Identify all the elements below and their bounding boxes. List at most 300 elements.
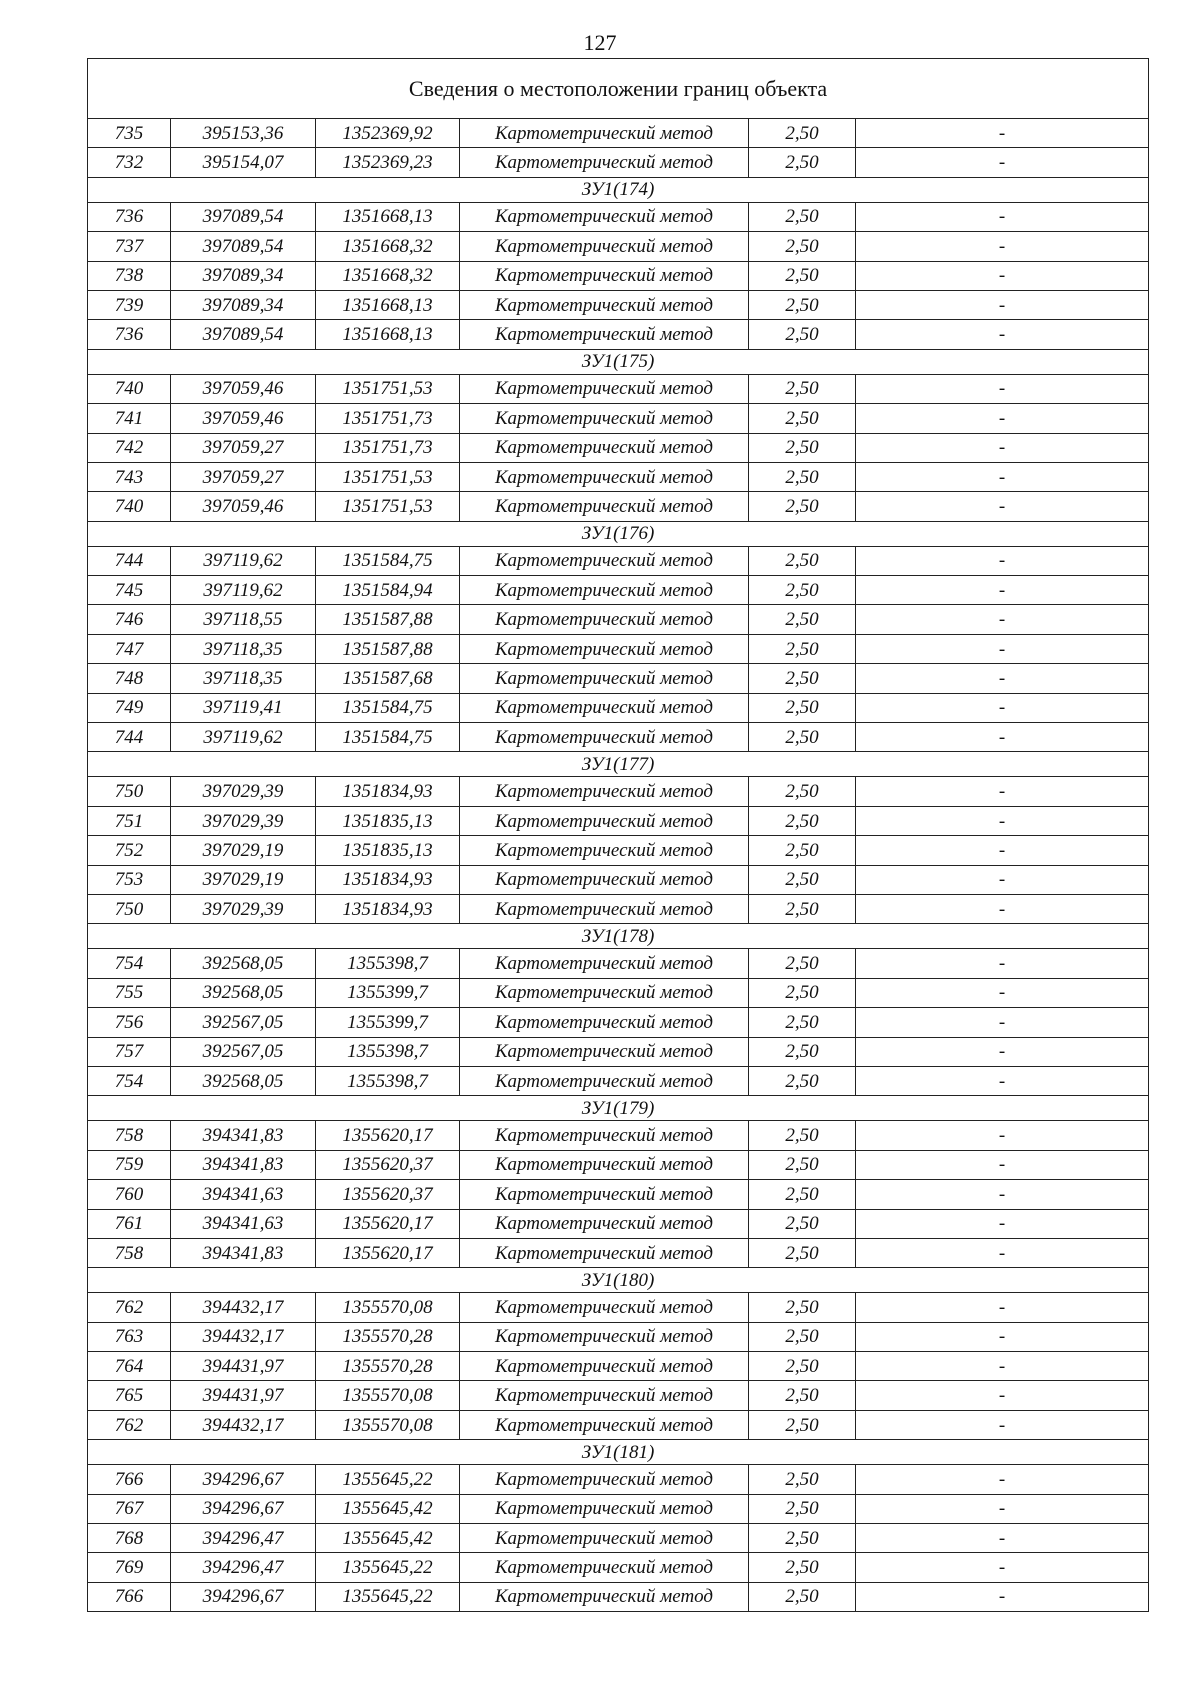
method-cell: Картометрический метод [460,1553,749,1582]
method-cell: Картометрический метод [460,1180,749,1209]
note-cell: - [856,232,1149,261]
point-number-cell: 767 [88,1494,171,1523]
coordinate-y-cell: 1351834,93 [316,777,460,806]
method-cell: Картометрический метод [460,1381,749,1410]
coordinate-y-cell: 1351751,53 [316,492,460,521]
accuracy-cell: 2,50 [749,1150,856,1179]
section-label: ЗУ1(177) [88,752,1149,777]
accuracy-cell: 2,50 [749,1381,856,1410]
accuracy-cell: 2,50 [749,1352,856,1381]
method-cell: Картометрический метод [460,1465,749,1494]
note-cell: - [856,664,1149,693]
section-header-row [88,521,1149,546]
table-row [88,836,1149,865]
method-cell: Картометрический метод [460,693,749,722]
coordinate-y-cell: 1355399,7 [316,1008,460,1037]
note-cell: - [856,806,1149,835]
note-cell: - [856,605,1149,634]
point-number-cell: 750 [88,894,171,923]
coordinate-x-cell: 397089,54 [171,232,316,261]
note-cell: - [856,576,1149,605]
note-cell: - [856,836,1149,865]
section-label: ЗУ1(179) [88,1096,1149,1121]
coordinate-y-cell: 1351668,13 [316,290,460,319]
point-number-cell: 735 [88,119,171,148]
point-number-cell: 743 [88,462,171,491]
coordinate-x-cell: 394431,97 [171,1352,316,1381]
accuracy-cell: 2,50 [749,1582,856,1611]
method-cell: Картометрический метод [460,232,749,261]
method-cell: Картометрический метод [460,1209,749,1238]
method-cell: Картометрический метод [460,836,749,865]
point-number-cell: 732 [88,148,171,177]
boundary-coordinates-table [87,58,1149,1612]
coordinate-y-cell: 1351751,73 [316,433,460,462]
table-row [88,119,1149,148]
coordinate-y-cell: 1351584,75 [316,546,460,575]
accuracy-cell: 2,50 [749,1293,856,1322]
note-cell: - [856,546,1149,575]
accuracy-cell: 2,50 [749,261,856,290]
point-number-cell: 766 [88,1465,171,1494]
table-row [88,404,1149,433]
accuracy-cell: 2,50 [749,1410,856,1439]
method-cell: Картометрический метод [460,634,749,663]
coordinate-y-cell: 1355645,42 [316,1524,460,1553]
accuracy-cell: 2,50 [749,462,856,491]
note-cell: - [856,202,1149,231]
table-row [88,1121,1149,1150]
table-row [88,202,1149,231]
method-cell: Картометрический метод [460,894,749,923]
point-number-cell: 758 [88,1121,171,1150]
table-title: Сведения о местоположении границ объекта [88,59,1149,119]
coordinate-y-cell: 1355570,28 [316,1352,460,1381]
note-cell: - [856,777,1149,806]
coordinate-x-cell: 397089,34 [171,290,316,319]
point-number-cell: 768 [88,1524,171,1553]
point-number-cell: 739 [88,290,171,319]
coordinate-x-cell: 397119,62 [171,576,316,605]
coordinate-x-cell: 397029,39 [171,777,316,806]
accuracy-cell: 2,50 [749,1322,856,1351]
section-header-row [88,1096,1149,1121]
point-number-cell: 740 [88,374,171,403]
method-cell: Картометрический метод [460,320,749,349]
accuracy-cell: 2,50 [749,605,856,634]
method-cell: Картометрический метод [460,949,749,978]
note-cell: - [856,1150,1149,1179]
section-header-row [88,349,1149,374]
coordinate-y-cell: 1351587,88 [316,605,460,634]
point-number-cell: 754 [88,1066,171,1095]
point-number-cell: 744 [88,723,171,752]
note-cell: - [856,1322,1149,1351]
coordinate-y-cell: 1351668,32 [316,232,460,261]
coordinate-y-cell: 1355398,7 [316,1066,460,1095]
method-cell: Картометрический метод [460,1066,749,1095]
method-cell: Картометрический метод [460,404,749,433]
method-cell: Картометрический метод [460,1238,749,1267]
table-row [88,894,1149,923]
note-cell: - [856,1209,1149,1238]
note-cell: - [856,374,1149,403]
note-cell: - [856,949,1149,978]
table-row [88,634,1149,663]
accuracy-cell: 2,50 [749,1008,856,1037]
section-label: ЗУ1(175) [88,349,1149,374]
coordinate-y-cell: 1355620,17 [316,1121,460,1150]
table-row [88,148,1149,177]
note-cell: - [856,1352,1149,1381]
accuracy-cell: 2,50 [749,865,856,894]
coordinate-x-cell: 394341,63 [171,1180,316,1209]
accuracy-cell: 2,50 [749,664,856,693]
table-row [88,1553,1149,1582]
note-cell: - [856,1037,1149,1066]
point-number-cell: 744 [88,546,171,575]
note-cell: - [856,693,1149,722]
method-cell: Картометрический метод [460,1008,749,1037]
coordinate-y-cell: 1355570,08 [316,1381,460,1410]
coordinate-y-cell: 1351584,75 [316,693,460,722]
point-number-cell: 762 [88,1410,171,1439]
point-number-cell: 746 [88,605,171,634]
coordinate-y-cell: 1351751,53 [316,374,460,403]
table-row [88,320,1149,349]
coordinate-x-cell: 397029,19 [171,865,316,894]
accuracy-cell: 2,50 [749,1066,856,1095]
table-row [88,693,1149,722]
table-row [88,492,1149,521]
note-cell: - [856,723,1149,752]
accuracy-cell: 2,50 [749,1494,856,1523]
coordinate-x-cell: 397089,34 [171,261,316,290]
section-header-row [88,1268,1149,1293]
method-cell: Картометрический метод [460,605,749,634]
table-row [88,546,1149,575]
coordinate-y-cell: 1355645,22 [316,1465,460,1494]
method-cell: Картометрический метод [460,1524,749,1553]
boundary-table-container [87,58,1148,1612]
coordinate-x-cell: 397059,46 [171,492,316,521]
coordinate-x-cell: 394431,97 [171,1381,316,1410]
note-cell: - [856,119,1149,148]
accuracy-cell: 2,50 [749,1238,856,1267]
note-cell: - [856,634,1149,663]
coordinate-y-cell: 1351835,13 [316,806,460,835]
coordinate-x-cell: 394296,67 [171,1582,316,1611]
section-label: ЗУ1(181) [88,1440,1149,1465]
point-number-cell: 754 [88,949,171,978]
method-cell: Картометрический метод [460,806,749,835]
accuracy-cell: 2,50 [749,202,856,231]
table-row [88,1494,1149,1523]
table-row [88,1381,1149,1410]
coordinate-x-cell: 394432,17 [171,1410,316,1439]
point-number-cell: 758 [88,1238,171,1267]
note-cell: - [856,1121,1149,1150]
coordinate-x-cell: 394341,63 [171,1209,316,1238]
coordinate-x-cell: 394296,47 [171,1553,316,1582]
accuracy-cell: 2,50 [749,119,856,148]
method-cell: Картометрический метод [460,865,749,894]
method-cell: Картометрический метод [460,1322,749,1351]
method-cell: Картометрический метод [460,723,749,752]
table-row [88,777,1149,806]
point-number-cell: 737 [88,232,171,261]
point-number-cell: 761 [88,1209,171,1238]
coordinate-y-cell: 1351835,13 [316,836,460,865]
coordinate-x-cell: 397119,41 [171,693,316,722]
method-cell: Картометрический метод [460,1494,749,1523]
coordinate-x-cell: 395154,07 [171,148,316,177]
table-row [88,374,1149,403]
point-number-cell: 766 [88,1582,171,1611]
note-cell: - [856,1494,1149,1523]
accuracy-cell: 2,50 [749,1465,856,1494]
method-cell: Картометрический метод [460,261,749,290]
coordinate-x-cell: 392568,05 [171,978,316,1007]
method-cell: Картометрический метод [460,1352,749,1381]
point-number-cell: 755 [88,978,171,1007]
point-number-cell: 751 [88,806,171,835]
coordinate-x-cell: 395153,36 [171,119,316,148]
method-cell: Картометрический метод [460,978,749,1007]
note-cell: - [856,462,1149,491]
coordinate-y-cell: 1355398,7 [316,1037,460,1066]
table-row [88,261,1149,290]
section-header-row [88,177,1149,202]
note-cell: - [856,290,1149,319]
table-row [88,865,1149,894]
point-number-cell: 750 [88,777,171,806]
coordinate-y-cell: 1355570,08 [316,1293,460,1322]
coordinate-y-cell: 1352369,92 [316,119,460,148]
coordinate-x-cell: 394341,83 [171,1121,316,1150]
section-label: ЗУ1(178) [88,924,1149,949]
coordinate-x-cell: 397118,55 [171,605,316,634]
table-title-row [88,59,1149,119]
coordinate-y-cell: 1351668,13 [316,202,460,231]
point-number-cell: 763 [88,1322,171,1351]
table-row [88,462,1149,491]
coordinate-x-cell: 397059,27 [171,462,316,491]
coordinate-x-cell: 397029,39 [171,894,316,923]
accuracy-cell: 2,50 [749,1553,856,1582]
method-cell: Картометрический метод [460,546,749,575]
accuracy-cell: 2,50 [749,1180,856,1209]
table-row [88,290,1149,319]
table-row [88,949,1149,978]
point-number-cell: 762 [88,1293,171,1322]
note-cell: - [856,1582,1149,1611]
point-number-cell: 757 [88,1037,171,1066]
accuracy-cell: 2,50 [749,576,856,605]
table-row [88,806,1149,835]
point-number-cell: 736 [88,202,171,231]
coordinate-y-cell: 1355399,7 [316,978,460,1007]
coordinate-y-cell: 1351834,93 [316,865,460,894]
table-row [88,1322,1149,1351]
note-cell: - [856,1180,1149,1209]
section-header-row [88,752,1149,777]
table-row [88,1410,1149,1439]
accuracy-cell: 2,50 [749,1037,856,1066]
table-row [88,1465,1149,1494]
method-cell: Картометрический метод [460,777,749,806]
method-cell: Картометрический метод [460,1410,749,1439]
method-cell: Картометрический метод [460,1150,749,1179]
section-header-row [88,1440,1149,1465]
accuracy-cell: 2,50 [749,433,856,462]
coordinate-x-cell: 394296,47 [171,1524,316,1553]
accuracy-cell: 2,50 [749,320,856,349]
table-row [88,1238,1149,1267]
coordinate-x-cell: 397118,35 [171,634,316,663]
coordinate-y-cell: 1351584,94 [316,576,460,605]
method-cell: Картометрический метод [460,1582,749,1611]
accuracy-cell: 2,50 [749,1209,856,1238]
method-cell: Картометрический метод [460,664,749,693]
point-number-cell: 738 [88,261,171,290]
accuracy-cell: 2,50 [749,806,856,835]
coordinate-y-cell: 1351834,93 [316,894,460,923]
table-row [88,1066,1149,1095]
method-cell: Картометрический метод [460,462,749,491]
note-cell: - [856,1066,1149,1095]
coordinate-x-cell: 392568,05 [171,949,316,978]
table-body [88,59,1149,1612]
accuracy-cell: 2,50 [749,978,856,1007]
coordinate-y-cell: 1355645,42 [316,1494,460,1523]
accuracy-cell: 2,50 [749,232,856,261]
point-number-cell: 764 [88,1352,171,1381]
point-number-cell: 769 [88,1553,171,1582]
note-cell: - [856,865,1149,894]
accuracy-cell: 2,50 [749,693,856,722]
note-cell: - [856,1553,1149,1582]
table-row [88,232,1149,261]
coordinate-x-cell: 397119,62 [171,546,316,575]
method-cell: Картометрический метод [460,433,749,462]
point-number-cell: 753 [88,865,171,894]
coordinate-x-cell: 397089,54 [171,202,316,231]
accuracy-cell: 2,50 [749,723,856,752]
method-cell: Картометрический метод [460,290,749,319]
accuracy-cell: 2,50 [749,1524,856,1553]
table-row [88,1352,1149,1381]
coordinate-x-cell: 392568,05 [171,1066,316,1095]
accuracy-cell: 2,50 [749,1121,856,1150]
coordinate-y-cell: 1355570,28 [316,1322,460,1351]
table-row [88,1008,1149,1037]
coordinate-y-cell: 1355645,22 [316,1553,460,1582]
accuracy-cell: 2,50 [749,404,856,433]
table-row [88,433,1149,462]
coordinate-x-cell: 397029,39 [171,806,316,835]
coordinate-x-cell: 397059,27 [171,433,316,462]
note-cell: - [856,1238,1149,1267]
method-cell: Картометрический метод [460,119,749,148]
coordinate-y-cell: 1355398,7 [316,949,460,978]
point-number-cell: 749 [88,693,171,722]
section-label: ЗУ1(180) [88,1268,1149,1293]
note-cell: - [856,404,1149,433]
section-label: ЗУ1(174) [88,177,1149,202]
accuracy-cell: 2,50 [749,634,856,663]
point-number-cell: 741 [88,404,171,433]
note-cell: - [856,433,1149,462]
point-number-cell: 765 [88,1381,171,1410]
coordinate-x-cell: 394296,67 [171,1494,316,1523]
table-row [88,1524,1149,1553]
method-cell: Картометрический метод [460,148,749,177]
method-cell: Картометрический метод [460,1121,749,1150]
table-row [88,576,1149,605]
coordinate-x-cell: 394296,67 [171,1465,316,1494]
coordinate-x-cell: 392567,05 [171,1037,316,1066]
point-number-cell: 747 [88,634,171,663]
table-row [88,1150,1149,1179]
point-number-cell: 759 [88,1150,171,1179]
accuracy-cell: 2,50 [749,546,856,575]
section-header-row [88,924,1149,949]
accuracy-cell: 2,50 [749,777,856,806]
table-row [88,664,1149,693]
page-number: 127 [583,30,617,55]
method-cell: Картометрический метод [460,202,749,231]
coordinate-y-cell: 1351668,32 [316,261,460,290]
coordinate-y-cell: 1351751,73 [316,404,460,433]
note-cell: - [856,1410,1149,1439]
coordinate-y-cell: 1351587,68 [316,664,460,693]
coordinate-x-cell: 392567,05 [171,1008,316,1037]
section-label: ЗУ1(176) [88,521,1149,546]
point-number-cell: 736 [88,320,171,349]
table-row [88,723,1149,752]
table-row [88,1582,1149,1611]
note-cell: - [856,492,1149,521]
accuracy-cell: 2,50 [749,894,856,923]
point-number-cell: 760 [88,1180,171,1209]
note-cell: - [856,1524,1149,1553]
method-cell: Картометрический метод [460,1293,749,1322]
table-row [88,978,1149,1007]
point-number-cell: 742 [88,433,171,462]
note-cell: - [856,1008,1149,1037]
coordinate-y-cell: 1351584,75 [316,723,460,752]
method-cell: Картометрический метод [460,576,749,605]
accuracy-cell: 2,50 [749,492,856,521]
accuracy-cell: 2,50 [749,290,856,319]
note-cell: - [856,1381,1149,1410]
table-row [88,1180,1149,1209]
method-cell: Картометрический метод [460,492,749,521]
accuracy-cell: 2,50 [749,148,856,177]
coordinate-y-cell: 1351587,88 [316,634,460,663]
coordinate-y-cell: 1355570,08 [316,1410,460,1439]
method-cell: Картометрический метод [460,1037,749,1066]
coordinate-x-cell: 397119,62 [171,723,316,752]
point-number-cell: 748 [88,664,171,693]
accuracy-cell: 2,50 [749,374,856,403]
coordinate-y-cell: 1355620,17 [316,1209,460,1238]
note-cell: - [856,261,1149,290]
table-row [88,1293,1149,1322]
coordinate-y-cell: 1355620,37 [316,1180,460,1209]
note-cell: - [856,978,1149,1007]
